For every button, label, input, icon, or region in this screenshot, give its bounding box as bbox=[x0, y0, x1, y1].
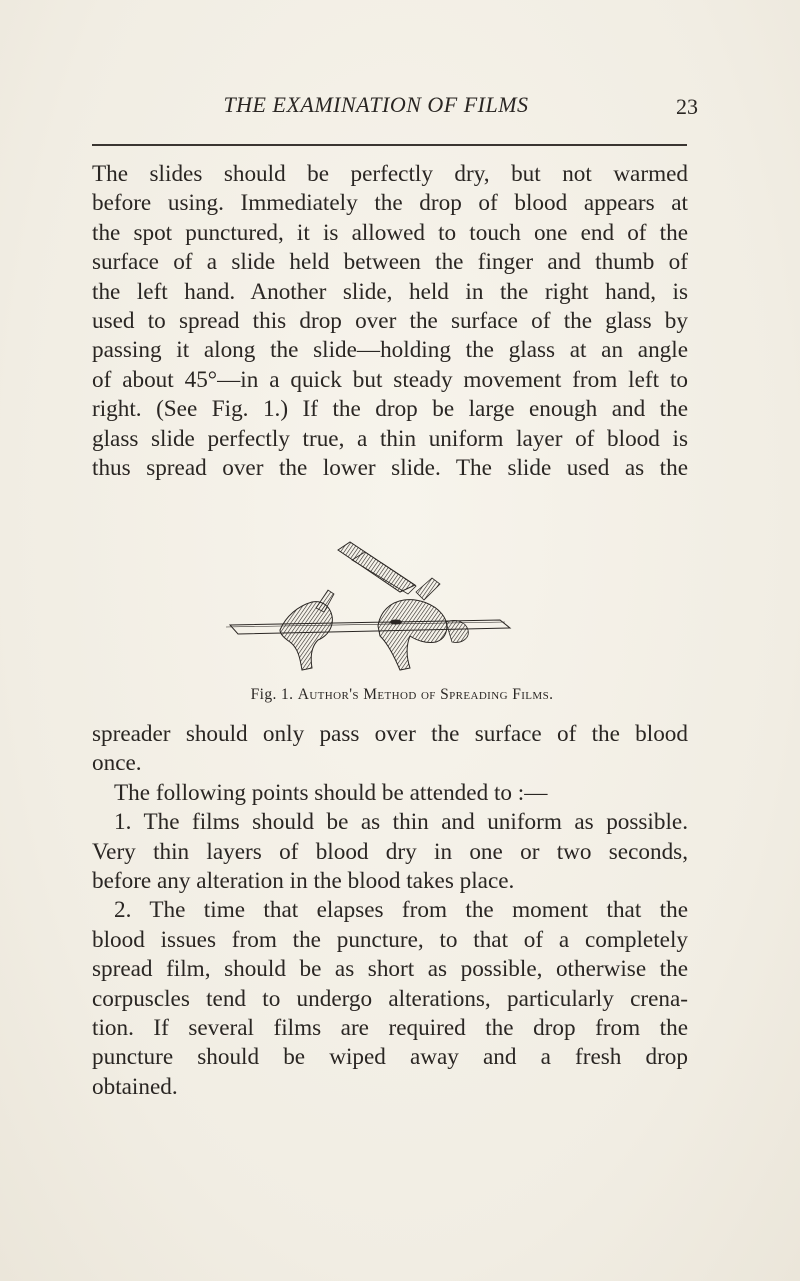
text-line: The slides should be perfectly dry, but not warmed bbox=[92, 161, 688, 187]
text-line: obtained. bbox=[92, 1073, 178, 1100]
text-line: the left hand. Another slide, held in the right hand, is bbox=[92, 278, 688, 305]
text-line: spread film, should be as short as possible, otherwise the bbox=[92, 956, 688, 983]
running-head bbox=[0, 92, 800, 122]
text-line: puncture should be wiped away and a fresh drop bbox=[92, 1044, 688, 1071]
figure-caption-text: Author's Method of Spreading Films. bbox=[297, 686, 554, 703]
header-rule bbox=[92, 144, 687, 146]
text-line: of about 45°—in a quick but steady movement from left to bbox=[92, 366, 688, 393]
text-line: once. bbox=[92, 750, 142, 777]
text-line: spreader should only pass over the surface of the blood bbox=[92, 721, 688, 747]
running-title: THE EXAMINATION OF FILMS bbox=[223, 92, 529, 117]
text-line: The following points should be attended to :— bbox=[114, 779, 548, 806]
text-line: the spot punctured, it is allowed to touch one end of the bbox=[92, 219, 688, 246]
text-line: blood issues from the puncture, to that of a completely bbox=[92, 926, 688, 953]
figure-caption-label: Fig. 1. bbox=[250, 686, 294, 703]
text-line: 2. The time that elapses from the moment that the bbox=[114, 897, 688, 924]
text-line: thus spread over the lower slide. The slide used as the bbox=[92, 454, 688, 481]
figure-caption bbox=[192, 686, 612, 704]
text-line: Very thin layers of blood dry in one or two seconds, bbox=[92, 838, 688, 865]
figure-spreading-illustration bbox=[220, 530, 520, 680]
text-line: passing it along the slide—holding the glass at an angle bbox=[92, 337, 688, 364]
paragraph-1 bbox=[92, 160, 688, 483]
text-line: right. (See Fig. 1.) If the drop be large enough and the bbox=[92, 396, 688, 423]
text-line: used to spread this drop over the surface of the glass by bbox=[92, 307, 688, 334]
text-line: before any alteration in the blood takes place. bbox=[92, 867, 515, 894]
text-line: corpuscles tend to undergo alterations, particularly crena- bbox=[92, 985, 688, 1012]
text-line: 1. The films should be as thin and uniform as possible. bbox=[114, 809, 688, 836]
hands-spreading-slide-illustration bbox=[220, 530, 520, 680]
text-line: tion. If several films are required the drop from the bbox=[92, 1014, 688, 1041]
paragraph-2 bbox=[92, 720, 688, 1102]
page-number: 23 bbox=[676, 94, 698, 119]
text-line: glass slide perfectly true, a thin uniform layer of blood is bbox=[92, 425, 688, 452]
text-line: before using. Immediately the drop of blood appears at bbox=[92, 190, 688, 217]
text-line: surface of a slide held between the finger and thumb of bbox=[92, 249, 688, 276]
